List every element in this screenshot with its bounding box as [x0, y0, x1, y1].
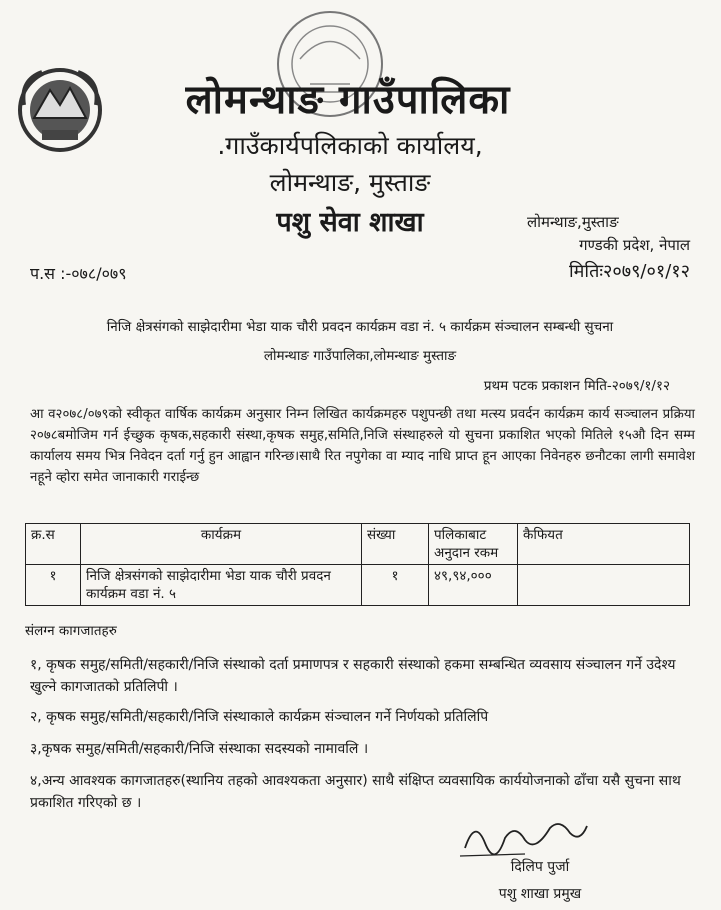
header-serial: क्र.स — [26, 524, 81, 565]
attachment-item: १, कृषक समुह/समिती/सहकारी/निजि संस्थाको दर्ता प्रमाणपत्र र सहकारी संस्थाको हकमा सम्बन्धित व्यवसाय संञ्चालन गर्ने उदेश्य खुल्ने कागजातको प्रतिलिपी । — [30, 657, 676, 695]
office-name: .गाउँकार्यपलिकाको कार्यालय, — [217, 131, 483, 160]
attachment-item: २, कृषक समुह/समिती/सहकारी/निजि संस्थाकाले कार्यक्रम संञ्चालन गर्ने निर्णयको प्रतिलिपि — [30, 709, 489, 725]
reference-number: प.स :-०७८/०७९ — [30, 264, 127, 283]
notice-publisher: लोमन्थाङ गाउँपालिका,लोमन्थाङ मुस्ताङ — [263, 348, 457, 364]
cell-count: १ — [362, 565, 429, 606]
signature-icon — [455, 808, 595, 863]
org-name: लोमन्थाङ गाउँपालिका — [185, 77, 511, 123]
notice-body: आ व२०७८/०७९को स्वीकृत वार्षिक कार्यक्रम अनुसार निम्न लिखित कार्यक्रमहरु पशुपन्छी तथा मत्स्य प्रवर्दन कार्यक्रम कार्य सञ्चालन प्रक्रिया २०७८बमोजिम गर्न ईच्छुक कृषक,सहकारी संस्था,कृषक समुह,समिति,निजि संस्थाहरुले यो सुचना प्रकाशित भएको मितिले १५औ दिन सम्म कार्यालय समय भित्र निवेदन दर्ता गर्नु हुन आह्वान गरिन्छ।साथै रित नपुगेका वा म्याद नाधि प्राप्त हून आएका निवेनहरु छनौटका लागी समावेश नहूने व्होरा समेत जानाकारी गराईन्छ — [30, 407, 695, 485]
address-line-1: लोमन्थाङ,मुस्ताङ — [527, 213, 619, 231]
letter-date: मितिः२०७९/०१/१२ — [569, 261, 690, 282]
signatory-name: दिलिप पुर्जा — [510, 859, 570, 875]
cell-program: निजि क्षेत्रसंगको साझेदारीमा भेडा याक चौरी प्रवदन कार्यक्रम वडा नं. ५ — [81, 565, 362, 606]
table-row — [26, 565, 690, 606]
attachment-item: ४,अन्य आवश्यक कागजातहरु(स्थानिय तहको आवश्यकता अनुसार) साथै संक्षिप्त व्यवसायिक कार्ययोजनाको ढाँचा यसै सुचना साथ प्रकाशित गरिएको छ । — [30, 773, 681, 811]
signatory-role: पशु शाखा प्रमुख — [498, 886, 582, 902]
office-location: लोमन्थाङ, मुस्ताङ — [269, 168, 431, 197]
publication-date: प्रथम पटक प्रकाशन मिति-२०७९/१/१२ — [483, 378, 670, 394]
cell-remarks — [518, 565, 690, 606]
header-remarks: कैफियत — [518, 524, 690, 565]
attachments-heading: संलग्न कागजातहरु — [25, 623, 117, 639]
address-line-2: गण्डकी प्रदेश, नेपाल — [579, 236, 690, 254]
government-emblem-icon — [12, 60, 108, 160]
program-table — [25, 523, 690, 606]
header-grant-amount: पलिकाबाट अनुदान रकम — [429, 524, 518, 565]
notice-title: निजि क्षेत्रसंगको साझेदारीमा भेडा याक चौरी प्रवदन कार्यक्रम वडा नं. ५ कार्यक्रम संञ्चालन सम्बन्धी सुचना — [106, 319, 614, 335]
table-header-row — [26, 524, 690, 565]
attachment-item: ३,कृषक समुह/समिती/सहकारी/निजि संस्थाका सदस्यको नामावलि । — [30, 741, 369, 757]
header-count: संख्या — [362, 524, 429, 565]
header-program: कार्यक्रम — [81, 524, 362, 565]
cell-serial: १ — [26, 565, 81, 606]
section-name: पशु सेवा शाखा — [276, 207, 424, 238]
cell-grant-amount: ४९,९४,००० — [429, 565, 518, 606]
